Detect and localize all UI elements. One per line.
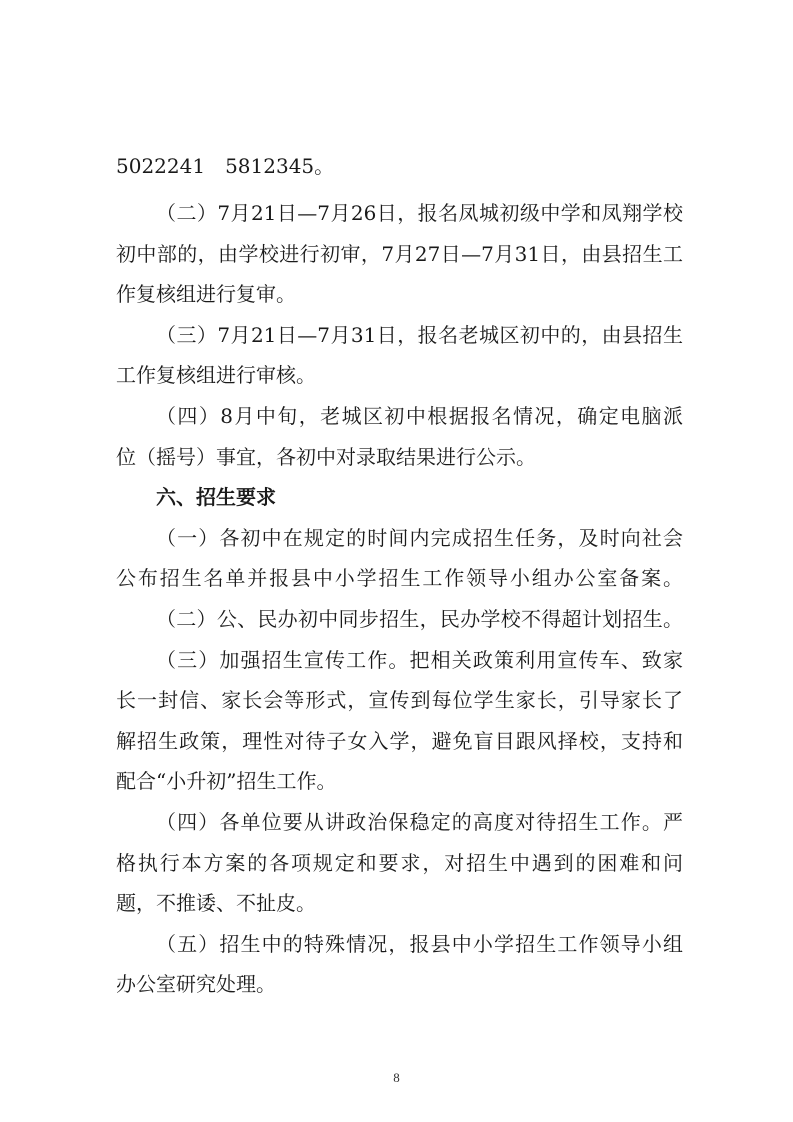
text-line-req-5: （五）招生中的特殊情况，报县中小学招生工作领导小组	[156, 932, 683, 956]
text-line-item-2: （二）7月21日—7月26日，报名凤城初级中学和凤翔学校	[156, 201, 683, 225]
text-line-req-4-end: 题，不推诿、不扯皮。	[116, 891, 316, 915]
text-line-item-3-end: 工作复核组进行审核。	[116, 363, 316, 387]
text-line-req-2: （二）公、民办初中同步招生，民办学校不得超计划招生。	[156, 607, 683, 631]
text-line-req-1-end: 公布招生名单并报县中小学招生工作领导小组办公室备案。	[116, 566, 683, 590]
text-line-req-3-cont-1: 长一封信、家长会等形式，宣传到每位学生家长，引导家长了	[116, 688, 683, 712]
text-line-phone-numbers: 5022241 5812345。	[116, 154, 335, 178]
text-line-req-3-cont-2: 解招生政策，理性对待子女入学，避免盲目跟风择校，支持和	[116, 729, 683, 753]
text-line-req-4: （四）各单位要从讲政治保稳定的高度对待招生工作。严	[156, 810, 683, 834]
page-number: 8	[393, 1070, 400, 1085]
text-line-req-4-cont: 格执行本方案的各项规定和要求，对招生中遇到的困难和问	[116, 851, 683, 875]
text-line-req-3: （三）加强招生宣传工作。把相关政策利用宣传车、致家	[156, 648, 683, 672]
text-line-item-2-cont: 初中部的，由学校进行初审，7月27日—7月31日，由县招生工	[116, 242, 683, 266]
text-line-item-4: （四）8月中旬，老城区初中根据报名情况，确定电脑派	[156, 404, 683, 428]
text-line-req-3-end: 配合“小升初”招生工作。	[116, 769, 337, 793]
section-heading-requirements: 六、招生要求	[156, 485, 276, 509]
text-line-item-2-end: 作复核组进行复审。	[116, 282, 296, 306]
text-line-req-5-end: 办公室研究处理。	[116, 972, 276, 996]
text-line-item-4-end: 位（摇号）事宜，各初中对录取结果进行公示。	[116, 445, 536, 469]
text-line-req-1: （一）各初中在规定的时间内完成招生任务，及时向社会	[156, 526, 683, 550]
text-line-item-3: （三）7月21日—7月31日，报名老城区初中的，由县招生	[156, 323, 683, 347]
